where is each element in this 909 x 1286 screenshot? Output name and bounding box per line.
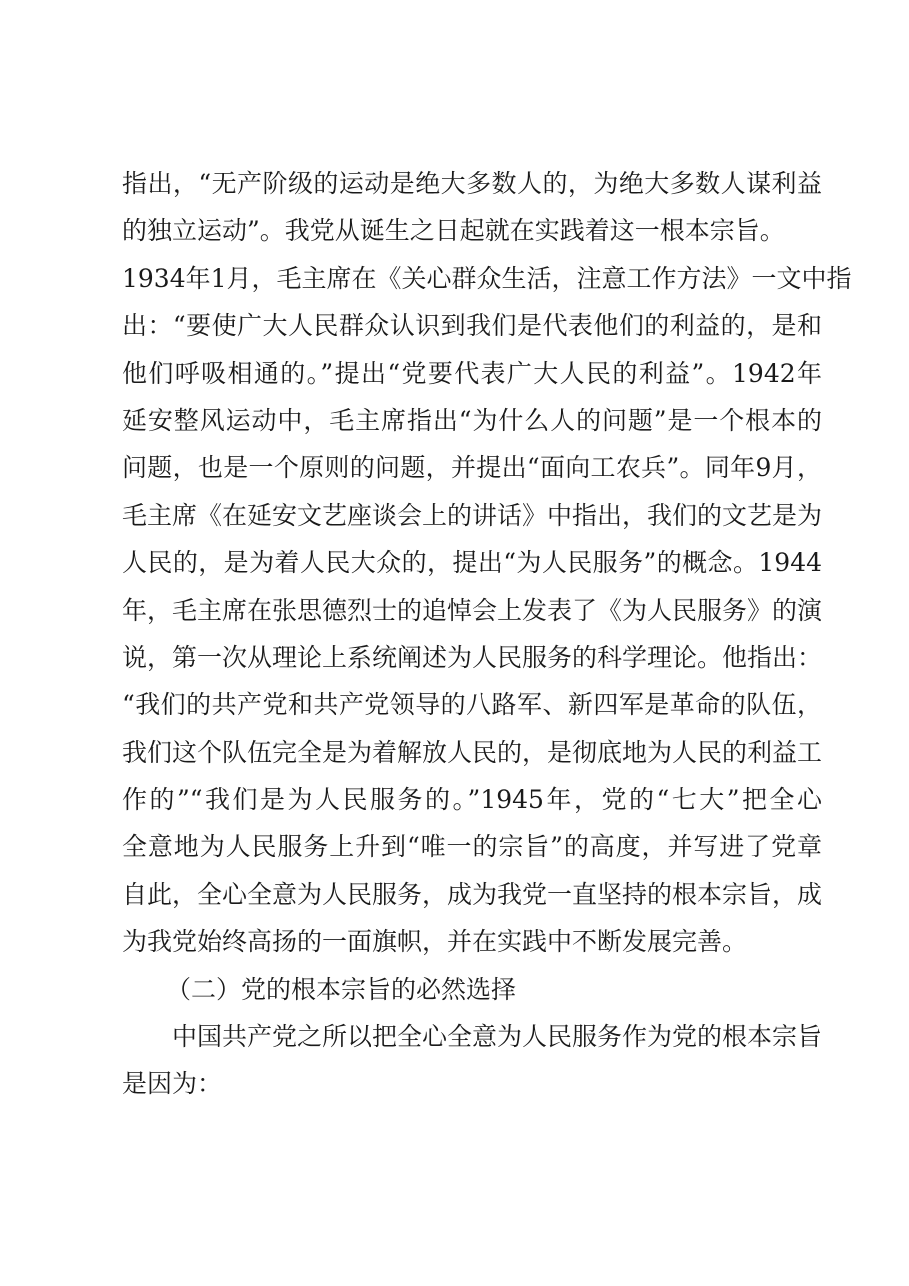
paragraph-2-line-1: 中国共产党之所以把全心全意为人民服务作为党的根本宗旨	[172, 1022, 823, 1052]
body-text	[122, 160, 852, 1108]
text-line-5: 他们呼吸相通的。”提出“党要代表广大人民的利益”。1942年	[122, 358, 822, 388]
text-line-15: 全意地为人民服务上升到“唯一的宗旨”的高度，并写进了党章	[122, 832, 822, 862]
text-line-7: 问题，也是一个原则的问题，并提出“面向工农兵”。同年9月，	[122, 453, 822, 483]
text-line-14: 作的”“我们是为人民服务的。”1945年，党的“七大”把全心	[122, 785, 822, 815]
text-line-1: 指出，“无产阶级的运动是绝大多数人的，为绝大多数人谋利益	[122, 169, 822, 198]
text-line-9: 人民的，是为着人民大众的，提出“为人民服务”的概念。1944	[122, 548, 822, 578]
text-line-3: 1934年1月，毛主席在《关心群众生活，注意工作方法》一文中指	[122, 263, 852, 293]
paragraph-2-line-2: 是因为：	[122, 1069, 223, 1099]
text-line-4: 出：“要使广大人民群众认识到我们是代表他们的利益的，是和	[122, 311, 822, 341]
section-heading: （二）党的根本宗旨的必然选择	[166, 974, 517, 1004]
text-line-12: “我们的共产党和共产党领导的八路军、新四军是革命的队伍，	[122, 690, 822, 720]
text-line-11: 说，第一次从理论上系统阐述为人民服务的科学理论。他指出：	[122, 642, 823, 672]
text-line-8: 毛主席《在延安文艺座谈会上的讲话》中指出，我们的文艺是为	[122, 500, 823, 530]
text-line-13: 我们这个队伍完全是为着解放人民的，是彻底地为人民的利益工	[122, 737, 823, 767]
text-line-10: 年，毛主席在张思德烈士的追悼会上发表了《为人民服务》的演	[122, 595, 823, 625]
text-line-2: 的独立运动”。我党从诞生之日起就在实践着这一根本宗旨。	[122, 216, 785, 246]
text-line-17: 为我党始终高扬的一面旗帜，并在实践中不断发展完善。	[122, 927, 748, 957]
text-line-6: 延安整风运动中，毛主席指出“为什么人的问题”是一个根本的	[122, 405, 822, 435]
text-line-16: 自此，全心全意为人民服务，成为我党一直坚持的根本宗旨，成	[122, 879, 823, 909]
